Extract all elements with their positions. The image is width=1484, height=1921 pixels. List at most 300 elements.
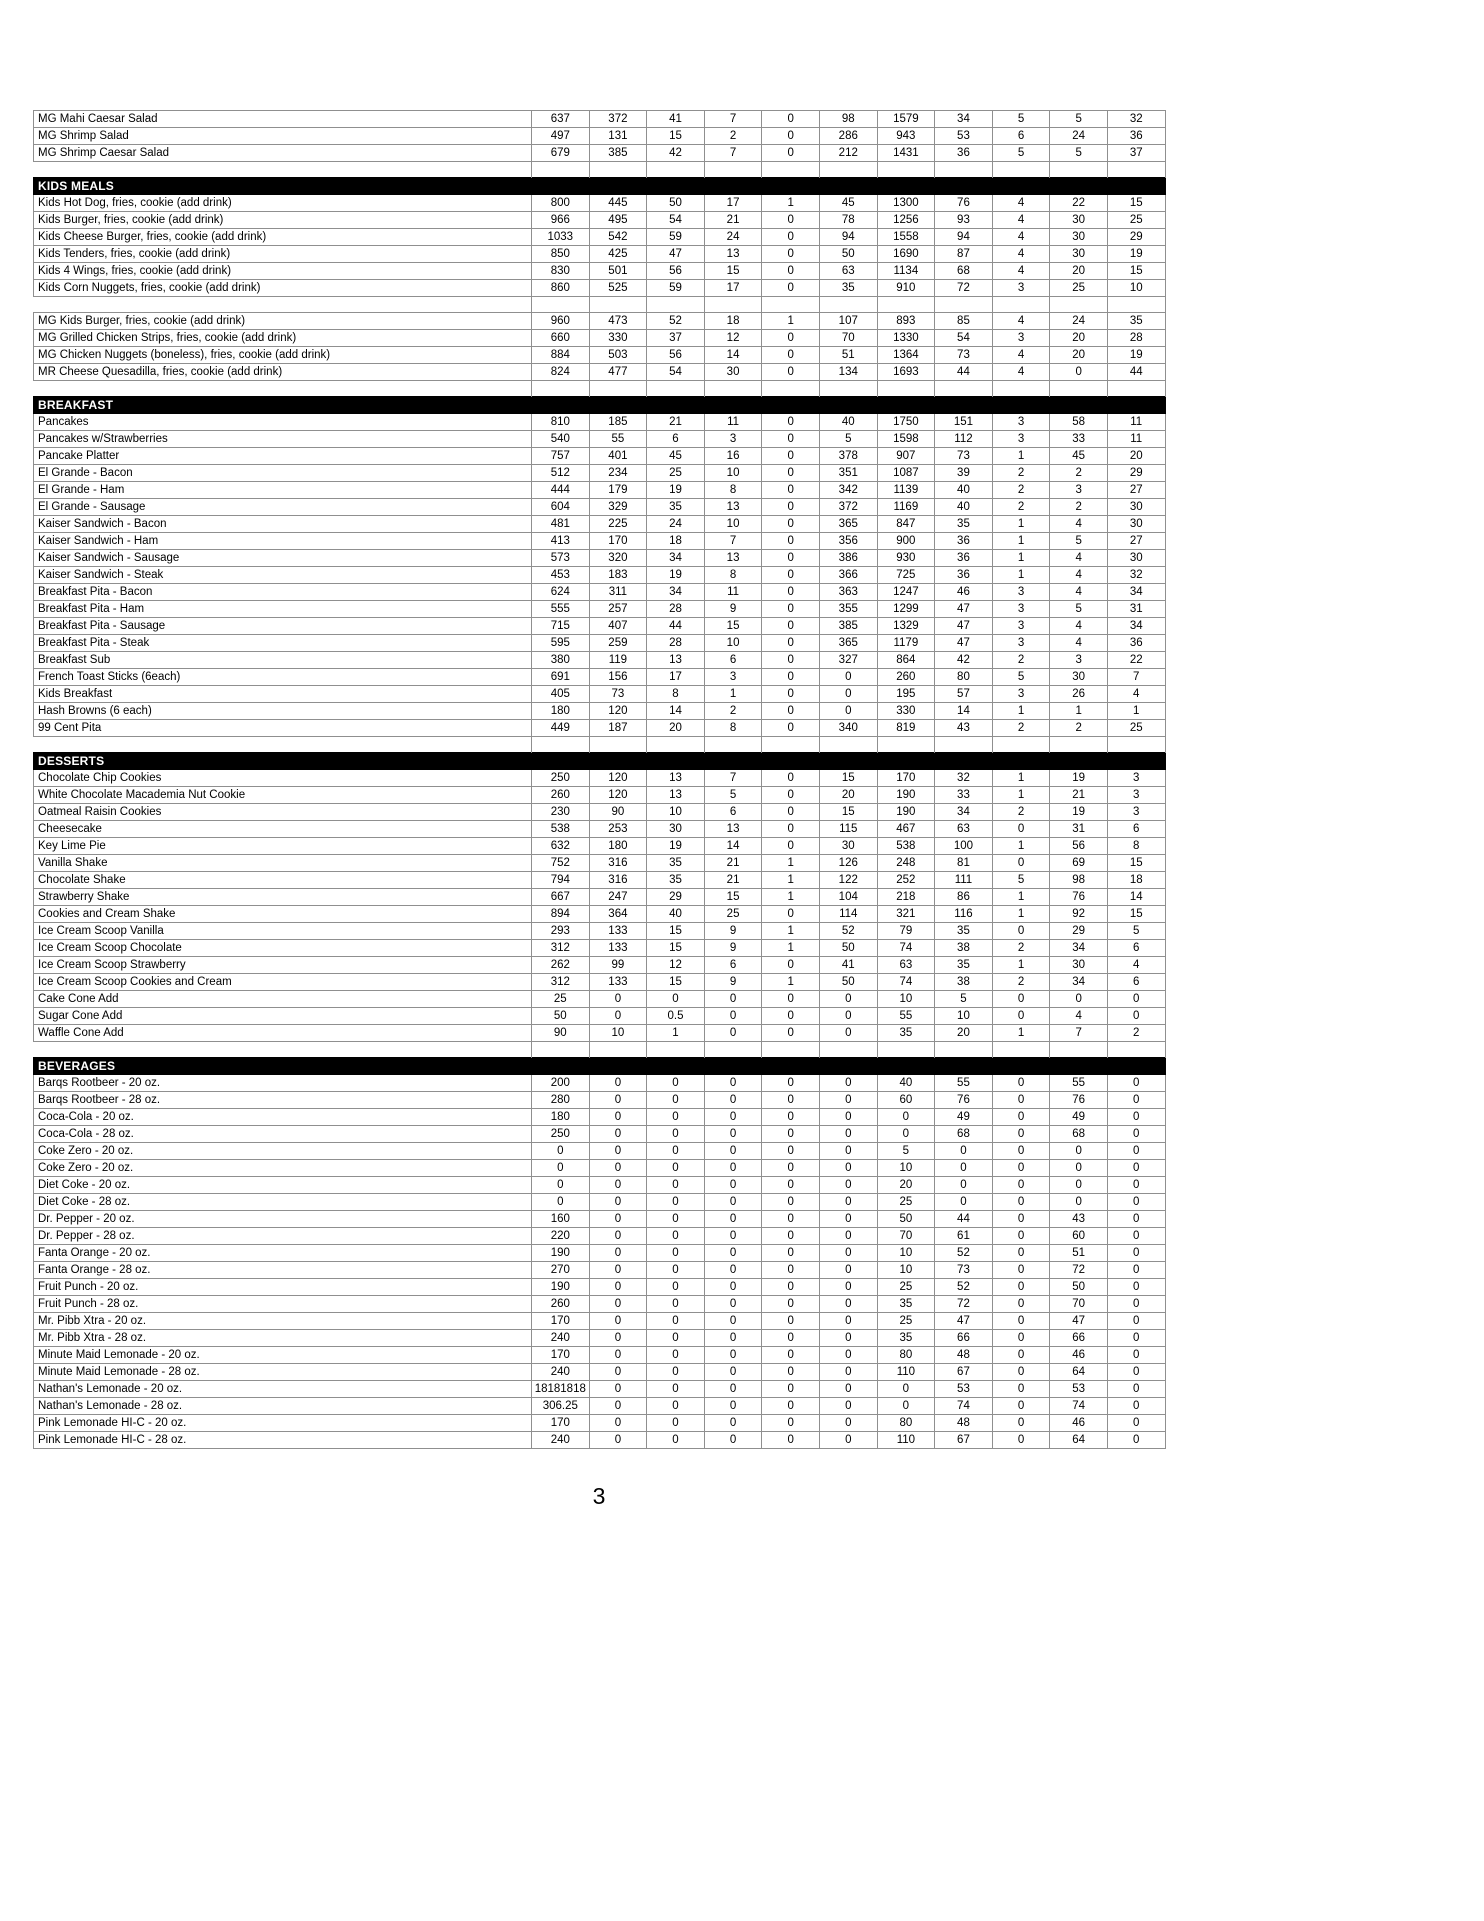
value-cell: 4	[992, 229, 1050, 246]
value-cell: 70	[1050, 1296, 1108, 1313]
value-cell: 119	[589, 652, 647, 669]
value-cell: 3	[992, 686, 1050, 703]
value-cell: 11	[1107, 414, 1165, 431]
value-cell: 21	[1050, 787, 1108, 804]
value-cell: 0	[704, 1126, 762, 1143]
table-row	[34, 906, 1166, 923]
value-cell: 13	[647, 652, 705, 669]
value-cell: 6	[1107, 821, 1165, 838]
item-name-cell: Pancakes w/Strawberries	[34, 431, 532, 448]
value-cell: 311	[589, 584, 647, 601]
value-cell: 5	[1107, 923, 1165, 940]
value-cell: 32	[1107, 111, 1165, 128]
value-cell: 30	[1107, 516, 1165, 533]
value-cell: 679	[532, 145, 590, 162]
value-cell: 1247	[877, 584, 935, 601]
value-cell: 46	[1050, 1415, 1108, 1432]
value-cell: 501	[589, 263, 647, 280]
value-cell: 0	[762, 482, 820, 499]
value-cell: 19	[1107, 347, 1165, 364]
value-cell: 190	[877, 787, 935, 804]
item-name-cell: Pancake Platter	[34, 448, 532, 465]
spacer-name-cell	[34, 381, 532, 397]
value-cell: 0	[762, 1160, 820, 1177]
value-cell: 327	[819, 652, 877, 669]
value-cell: 1	[704, 686, 762, 703]
value-cell: 819	[877, 720, 935, 737]
value-cell: 0	[992, 1330, 1050, 1347]
value-cell: 34	[647, 550, 705, 567]
value-cell: 10	[704, 635, 762, 652]
value-cell: 0	[935, 1160, 993, 1177]
value-cell: 43	[1050, 1211, 1108, 1228]
value-cell: 34	[935, 804, 993, 821]
value-cell: 4	[992, 364, 1050, 381]
value-cell: 481	[532, 516, 590, 533]
table-row	[34, 330, 1166, 347]
value-cell: 2	[992, 482, 1050, 499]
value-cell: 0	[647, 1415, 705, 1432]
section-title: BEVERAGES	[34, 1058, 1166, 1075]
value-cell: 0	[762, 533, 820, 550]
value-cell: 0	[1107, 1279, 1165, 1296]
value-cell: 33	[935, 787, 993, 804]
item-name-cell: Sugar Cone Add	[34, 1008, 532, 1025]
value-cell: 25	[877, 1313, 935, 1330]
item-name-cell: 99 Cent Pita	[34, 720, 532, 737]
value-cell: 4	[1107, 686, 1165, 703]
value-cell: 0	[589, 1330, 647, 1347]
value-cell: 0	[762, 686, 820, 703]
value-cell: 74	[877, 940, 935, 957]
value-cell: 1330	[877, 330, 935, 347]
value-cell: 0	[1107, 1109, 1165, 1126]
value-cell: 31	[1050, 821, 1108, 838]
value-cell: 20	[935, 1025, 993, 1042]
value-cell: 25	[647, 465, 705, 482]
value-cell: 0	[762, 1211, 820, 1228]
section-title: DESSERTS	[34, 753, 1166, 770]
item-name-cell: Coke Zero - 20 oz.	[34, 1143, 532, 1160]
value-cell: 8	[647, 686, 705, 703]
value-cell: 31	[1107, 601, 1165, 618]
value-cell: 0	[762, 1109, 820, 1126]
value-cell: 120	[589, 703, 647, 720]
value-cell: 715	[532, 618, 590, 635]
spacer-value-cell	[762, 162, 820, 178]
value-cell: 0	[1107, 1143, 1165, 1160]
value-cell: 449	[532, 720, 590, 737]
value-cell: 0	[992, 1228, 1050, 1245]
value-cell: 467	[877, 821, 935, 838]
spacer-value-cell	[935, 737, 993, 753]
value-cell: 11	[1107, 431, 1165, 448]
value-cell: 0	[589, 1126, 647, 1143]
value-cell: 36	[1107, 128, 1165, 145]
value-cell: 22	[1107, 652, 1165, 669]
value-cell: 0	[704, 1364, 762, 1381]
value-cell: 49	[935, 1109, 993, 1126]
value-cell: 401	[589, 448, 647, 465]
value-cell: 0	[819, 1126, 877, 1143]
value-cell: 25	[1107, 720, 1165, 737]
value-cell: 0	[647, 1075, 705, 1092]
value-cell: 0	[589, 1279, 647, 1296]
value-cell: 830	[532, 263, 590, 280]
value-cell: 0	[762, 1279, 820, 1296]
value-cell: 50	[877, 1211, 935, 1228]
value-cell: 2	[992, 804, 1050, 821]
value-cell: 407	[589, 618, 647, 635]
item-name-cell: Cheesecake	[34, 821, 532, 838]
value-cell: 44	[1107, 364, 1165, 381]
spacer-value-cell	[819, 737, 877, 753]
spacer-value-cell	[762, 737, 820, 753]
value-cell: 30	[819, 838, 877, 855]
value-cell: 87	[935, 246, 993, 263]
value-cell: 1	[992, 889, 1050, 906]
value-cell: 8	[704, 482, 762, 499]
value-cell: 2	[992, 652, 1050, 669]
value-cell: 0	[704, 1092, 762, 1109]
value-cell: 4	[1050, 635, 1108, 652]
item-name-cell: Kaiser Sandwich - Ham	[34, 533, 532, 550]
value-cell: 15	[704, 618, 762, 635]
value-cell: 316	[589, 872, 647, 889]
value-cell: 64	[1050, 1432, 1108, 1449]
value-cell: 72	[935, 1296, 993, 1313]
value-cell: 30	[1050, 957, 1108, 974]
value-cell: 92	[1050, 906, 1108, 923]
value-cell: 0	[762, 991, 820, 1008]
value-cell: 3	[1107, 770, 1165, 787]
value-cell: 0	[704, 1143, 762, 1160]
spacer-value-cell	[935, 162, 993, 178]
value-cell: 0	[819, 1381, 877, 1398]
value-cell: 0	[1107, 1177, 1165, 1194]
value-cell: 78	[819, 212, 877, 229]
value-cell: 943	[877, 128, 935, 145]
value-cell: 35	[819, 280, 877, 297]
value-cell: 36	[935, 145, 993, 162]
item-name-cell: El Grande - Bacon	[34, 465, 532, 482]
value-cell: 19	[1050, 804, 1108, 821]
value-cell: 116	[935, 906, 993, 923]
value-cell: 0	[647, 1194, 705, 1211]
value-cell: 98	[819, 111, 877, 128]
table-row	[34, 584, 1166, 601]
value-cell: 355	[819, 601, 877, 618]
value-cell: 94	[935, 229, 993, 246]
value-cell: 25	[1107, 212, 1165, 229]
value-cell: 10	[935, 1008, 993, 1025]
value-cell: 7	[704, 111, 762, 128]
value-cell: 1	[992, 906, 1050, 923]
table-row	[34, 1262, 1166, 1279]
value-cell: 1	[992, 448, 1050, 465]
value-cell: 63	[877, 957, 935, 974]
table-row	[34, 804, 1166, 821]
value-cell: 386	[819, 550, 877, 567]
value-cell: 30	[1050, 212, 1108, 229]
value-cell: 0	[1050, 1160, 1108, 1177]
value-cell: 100	[935, 838, 993, 855]
value-cell: 0	[589, 1194, 647, 1211]
value-cell: 4	[1050, 1008, 1108, 1025]
spacer-value-cell	[1107, 162, 1165, 178]
value-cell: 351	[819, 465, 877, 482]
value-cell: 56	[1050, 838, 1108, 855]
value-cell: 20	[1050, 263, 1108, 280]
value-cell: 86	[935, 889, 993, 906]
value-cell: 0	[704, 1109, 762, 1126]
spacer-value-cell	[819, 381, 877, 397]
value-cell: 7	[704, 533, 762, 550]
value-cell: 33	[1050, 431, 1108, 448]
value-cell: 60	[1050, 1228, 1108, 1245]
value-cell: 445	[589, 195, 647, 212]
value-cell: 74	[877, 974, 935, 991]
value-cell: 20	[1050, 330, 1108, 347]
value-cell: 0	[589, 1109, 647, 1126]
value-cell: 0	[704, 1177, 762, 1194]
value-cell: 259	[589, 635, 647, 652]
value-cell: 0	[762, 465, 820, 482]
value-cell: 53	[935, 1381, 993, 1398]
value-cell: 8	[704, 567, 762, 584]
value-cell: 90	[589, 804, 647, 821]
value-cell: 0	[704, 1194, 762, 1211]
value-cell: 0	[762, 516, 820, 533]
value-cell: 187	[589, 720, 647, 737]
value-cell: 35	[877, 1025, 935, 1042]
item-name-cell: Mr. Pibb Xtra - 28 oz.	[34, 1330, 532, 1347]
value-cell: 248	[877, 855, 935, 872]
value-cell: 2	[704, 703, 762, 720]
value-cell: 14	[704, 838, 762, 855]
value-cell: 10	[877, 1262, 935, 1279]
spacer-name-cell	[34, 737, 532, 753]
nutrition-table-body	[34, 111, 1166, 1449]
value-cell: 133	[589, 974, 647, 991]
value-cell: 0	[762, 414, 820, 431]
item-name-cell: Oatmeal Raisin Cookies	[34, 804, 532, 821]
value-cell: 52	[935, 1245, 993, 1262]
value-cell: 3	[704, 431, 762, 448]
value-cell: 0	[762, 111, 820, 128]
value-cell: 0	[1107, 1194, 1165, 1211]
value-cell: 46	[1050, 1347, 1108, 1364]
value-cell: 3	[992, 618, 1050, 635]
value-cell: 0	[762, 229, 820, 246]
value-cell: 225	[589, 516, 647, 533]
value-cell: 0	[935, 1177, 993, 1194]
value-cell: 3	[1050, 652, 1108, 669]
value-cell: 512	[532, 465, 590, 482]
spacer-value-cell	[704, 162, 762, 178]
value-cell: 0	[819, 1262, 877, 1279]
value-cell: 0	[647, 1160, 705, 1177]
value-cell: 0	[992, 1262, 1050, 1279]
value-cell: 1	[762, 940, 820, 957]
value-cell: 0	[1050, 1143, 1108, 1160]
value-cell: 151	[935, 414, 993, 431]
value-cell: 1	[1107, 703, 1165, 720]
value-cell: 50	[532, 1008, 590, 1025]
value-cell: 637	[532, 111, 590, 128]
item-name-cell: Cookies and Cream Shake	[34, 906, 532, 923]
value-cell: 15	[647, 923, 705, 940]
value-cell: 0	[935, 1143, 993, 1160]
spacer-value-cell	[1107, 381, 1165, 397]
spacer-value-cell	[1107, 297, 1165, 313]
spacer-value-cell	[935, 1042, 993, 1058]
table-row	[34, 313, 1166, 330]
page-number: 3	[592, 1483, 606, 1509]
value-cell: 306.25	[532, 1398, 590, 1415]
value-cell: 4	[992, 212, 1050, 229]
value-cell: 894	[532, 906, 590, 923]
table-row	[34, 567, 1166, 584]
value-cell: 0	[762, 1092, 820, 1109]
spacer-value-cell	[1050, 162, 1108, 178]
value-cell: 99	[589, 957, 647, 974]
value-cell: 0	[819, 1211, 877, 1228]
item-name-cell: MG Shrimp Salad	[34, 128, 532, 145]
value-cell: 18	[647, 533, 705, 550]
spacer-name-cell	[34, 297, 532, 313]
value-cell: 25	[877, 1194, 935, 1211]
value-cell: 15	[1107, 195, 1165, 212]
value-cell: 757	[532, 448, 590, 465]
item-name-cell: Breakfast Pita - Ham	[34, 601, 532, 618]
section-header-row	[34, 1058, 1166, 1075]
value-cell: 122	[819, 872, 877, 889]
value-cell: 5	[992, 145, 1050, 162]
value-cell: 76	[1050, 889, 1108, 906]
value-cell: 0	[819, 1432, 877, 1449]
item-name-cell: MG Mahi Caesar Salad	[34, 111, 532, 128]
table-row	[34, 974, 1166, 991]
table-row	[34, 482, 1166, 499]
value-cell: 0	[992, 1075, 1050, 1092]
value-cell: 0	[819, 1143, 877, 1160]
value-cell: 5	[819, 431, 877, 448]
value-cell: 110	[877, 1364, 935, 1381]
item-name-cell: Kids 4 Wings, fries, cookie (add drink)	[34, 263, 532, 280]
value-cell: 0	[877, 1126, 935, 1143]
value-cell: 6	[1107, 940, 1165, 957]
value-cell: 0	[647, 991, 705, 1008]
value-cell: 4	[992, 246, 1050, 263]
value-cell: 37	[647, 330, 705, 347]
value-cell: 6	[704, 652, 762, 669]
item-name-cell: Nathan's Lemonade - 20 oz.	[34, 1381, 532, 1398]
value-cell: 29	[1107, 229, 1165, 246]
table-row	[34, 1330, 1166, 1347]
value-cell: 28	[1107, 330, 1165, 347]
value-cell: 0	[992, 821, 1050, 838]
value-cell: 0	[762, 1313, 820, 1330]
value-cell: 1	[992, 787, 1050, 804]
value-cell: 3	[1050, 482, 1108, 499]
value-cell: 0	[992, 1381, 1050, 1398]
spacer-value-cell	[704, 381, 762, 397]
value-cell: 13	[704, 246, 762, 263]
value-cell: 0	[762, 263, 820, 280]
value-cell: 63	[935, 821, 993, 838]
value-cell: 5	[992, 111, 1050, 128]
value-cell: 85	[935, 313, 993, 330]
spacer-value-cell	[647, 1042, 705, 1058]
value-cell: 0	[704, 1296, 762, 1313]
value-cell: 16	[704, 448, 762, 465]
value-cell: 73	[935, 448, 993, 465]
value-cell: 366	[819, 567, 877, 584]
spacer-row	[34, 1042, 1166, 1058]
value-cell: 604	[532, 499, 590, 516]
value-cell: 0	[819, 1228, 877, 1245]
value-cell: 667	[532, 889, 590, 906]
spacer-value-cell	[877, 1042, 935, 1058]
value-cell: 180	[532, 703, 590, 720]
value-cell: 20	[877, 1177, 935, 1194]
value-cell: 68	[935, 263, 993, 280]
value-cell: 1169	[877, 499, 935, 516]
table-row	[34, 1143, 1166, 1160]
value-cell: 4	[992, 263, 1050, 280]
value-cell: 0	[589, 1313, 647, 1330]
value-cell: 54	[935, 330, 993, 347]
value-cell: 1364	[877, 347, 935, 364]
value-cell: 15	[1107, 263, 1165, 280]
value-cell: 0	[704, 1398, 762, 1415]
value-cell: 850	[532, 246, 590, 263]
value-cell: 260	[532, 787, 590, 804]
value-cell: 250	[532, 770, 590, 787]
table-row	[34, 618, 1166, 635]
value-cell: 0	[762, 787, 820, 804]
value-cell: 691	[532, 669, 590, 686]
value-cell: 453	[532, 567, 590, 584]
value-cell: 47	[647, 246, 705, 263]
value-cell: 1558	[877, 229, 935, 246]
value-cell: 893	[877, 313, 935, 330]
table-row	[34, 195, 1166, 212]
table-row	[34, 1194, 1166, 1211]
section-title: KIDS MEALS	[34, 178, 1166, 195]
value-cell: 30	[1050, 229, 1108, 246]
value-cell: 257	[589, 601, 647, 618]
spacer-value-cell	[992, 162, 1050, 178]
value-cell: 0	[1107, 1296, 1165, 1313]
value-cell: 35	[935, 516, 993, 533]
value-cell: 0	[762, 838, 820, 855]
value-cell: 6	[704, 957, 762, 974]
value-cell: 1	[992, 770, 1050, 787]
value-cell: 69	[1050, 855, 1108, 872]
value-cell: 0	[589, 1398, 647, 1415]
item-name-cell: Breakfast Pita - Steak	[34, 635, 532, 652]
table-row	[34, 280, 1166, 297]
value-cell: 260	[877, 669, 935, 686]
value-cell: 15	[819, 770, 877, 787]
value-cell: 0	[704, 991, 762, 1008]
value-cell: 48	[935, 1347, 993, 1364]
value-cell: 55	[877, 1008, 935, 1025]
value-cell: 4	[1107, 957, 1165, 974]
value-cell: 24	[647, 516, 705, 533]
